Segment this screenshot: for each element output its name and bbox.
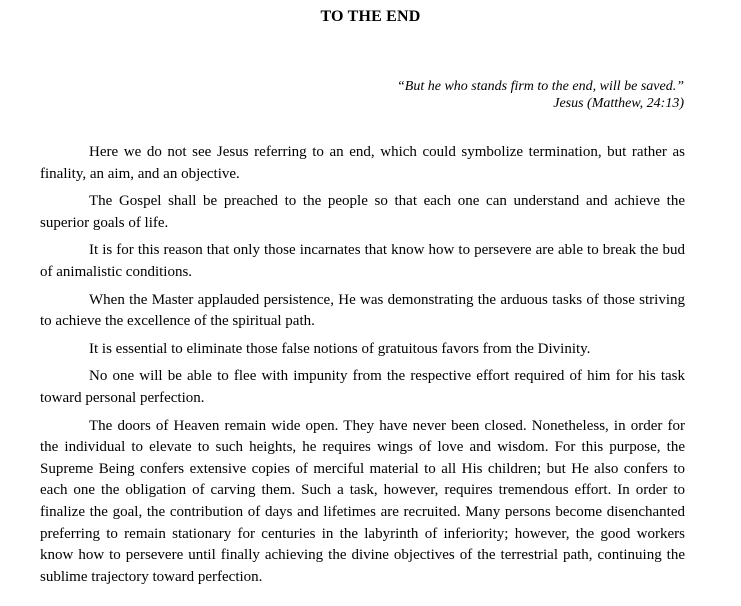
paragraph: It is essential to eliminate those false notions of gratuitous favors from the Divinity.: [89, 340, 591, 357]
paragraph: The Gospel shall be preached to the people so that each one can understand and achieve the superior goals of life.: [40, 193, 685, 231]
page-title: TO THE END: [320, 8, 421, 25]
paragraph: No one will be able to flee with impunity from the respective effort required of him for his task toward personal perfection.: [40, 368, 685, 406]
paragraph: The doors of Heaven remain wide open. They have never been closed. Nonetheless, in order for the individual to elevate to such heights, he requires wings of love and wisdom. For this purpose, the Supreme Being confers extensive copies of merciful material to all His children; but He also confers to each one the obligation of carving them. Such a task, however, requires tremendous effort. In order to finalize the goal, the contribution of days and lifetimes are recruited. Many persons become disenchanted preferring to remain stationary for centuries in the labyrinth of inferiority; however, the good workers know how to persevere until finally achieving the divine objectives of the terrestrial path, continuing the sublime trajectory toward perfection.: [40, 417, 685, 585]
paragraph: It is for this reason that only those incarnates that know how to persevere are able to break the bud of animalistic conditions.: [40, 242, 685, 280]
paragraph: Here we do not see Jesus referring to an end, which could symbolize termination, but rather as finality, an aim, and an objective.: [40, 144, 685, 182]
body-text: [40, 142, 685, 594]
epigraph-quote: “But he who stands firm to the end, will be saved.”: [397, 79, 684, 94]
epigraph: [397, 78, 684, 112]
paragraph: When the Master applauded persistence, He was demonstrating the arduous tasks of those striving to achieve the excellence of the spiritual path.: [40, 291, 685, 330]
epigraph-source: Jesus (Matthew, 24:13): [553, 96, 684, 111]
